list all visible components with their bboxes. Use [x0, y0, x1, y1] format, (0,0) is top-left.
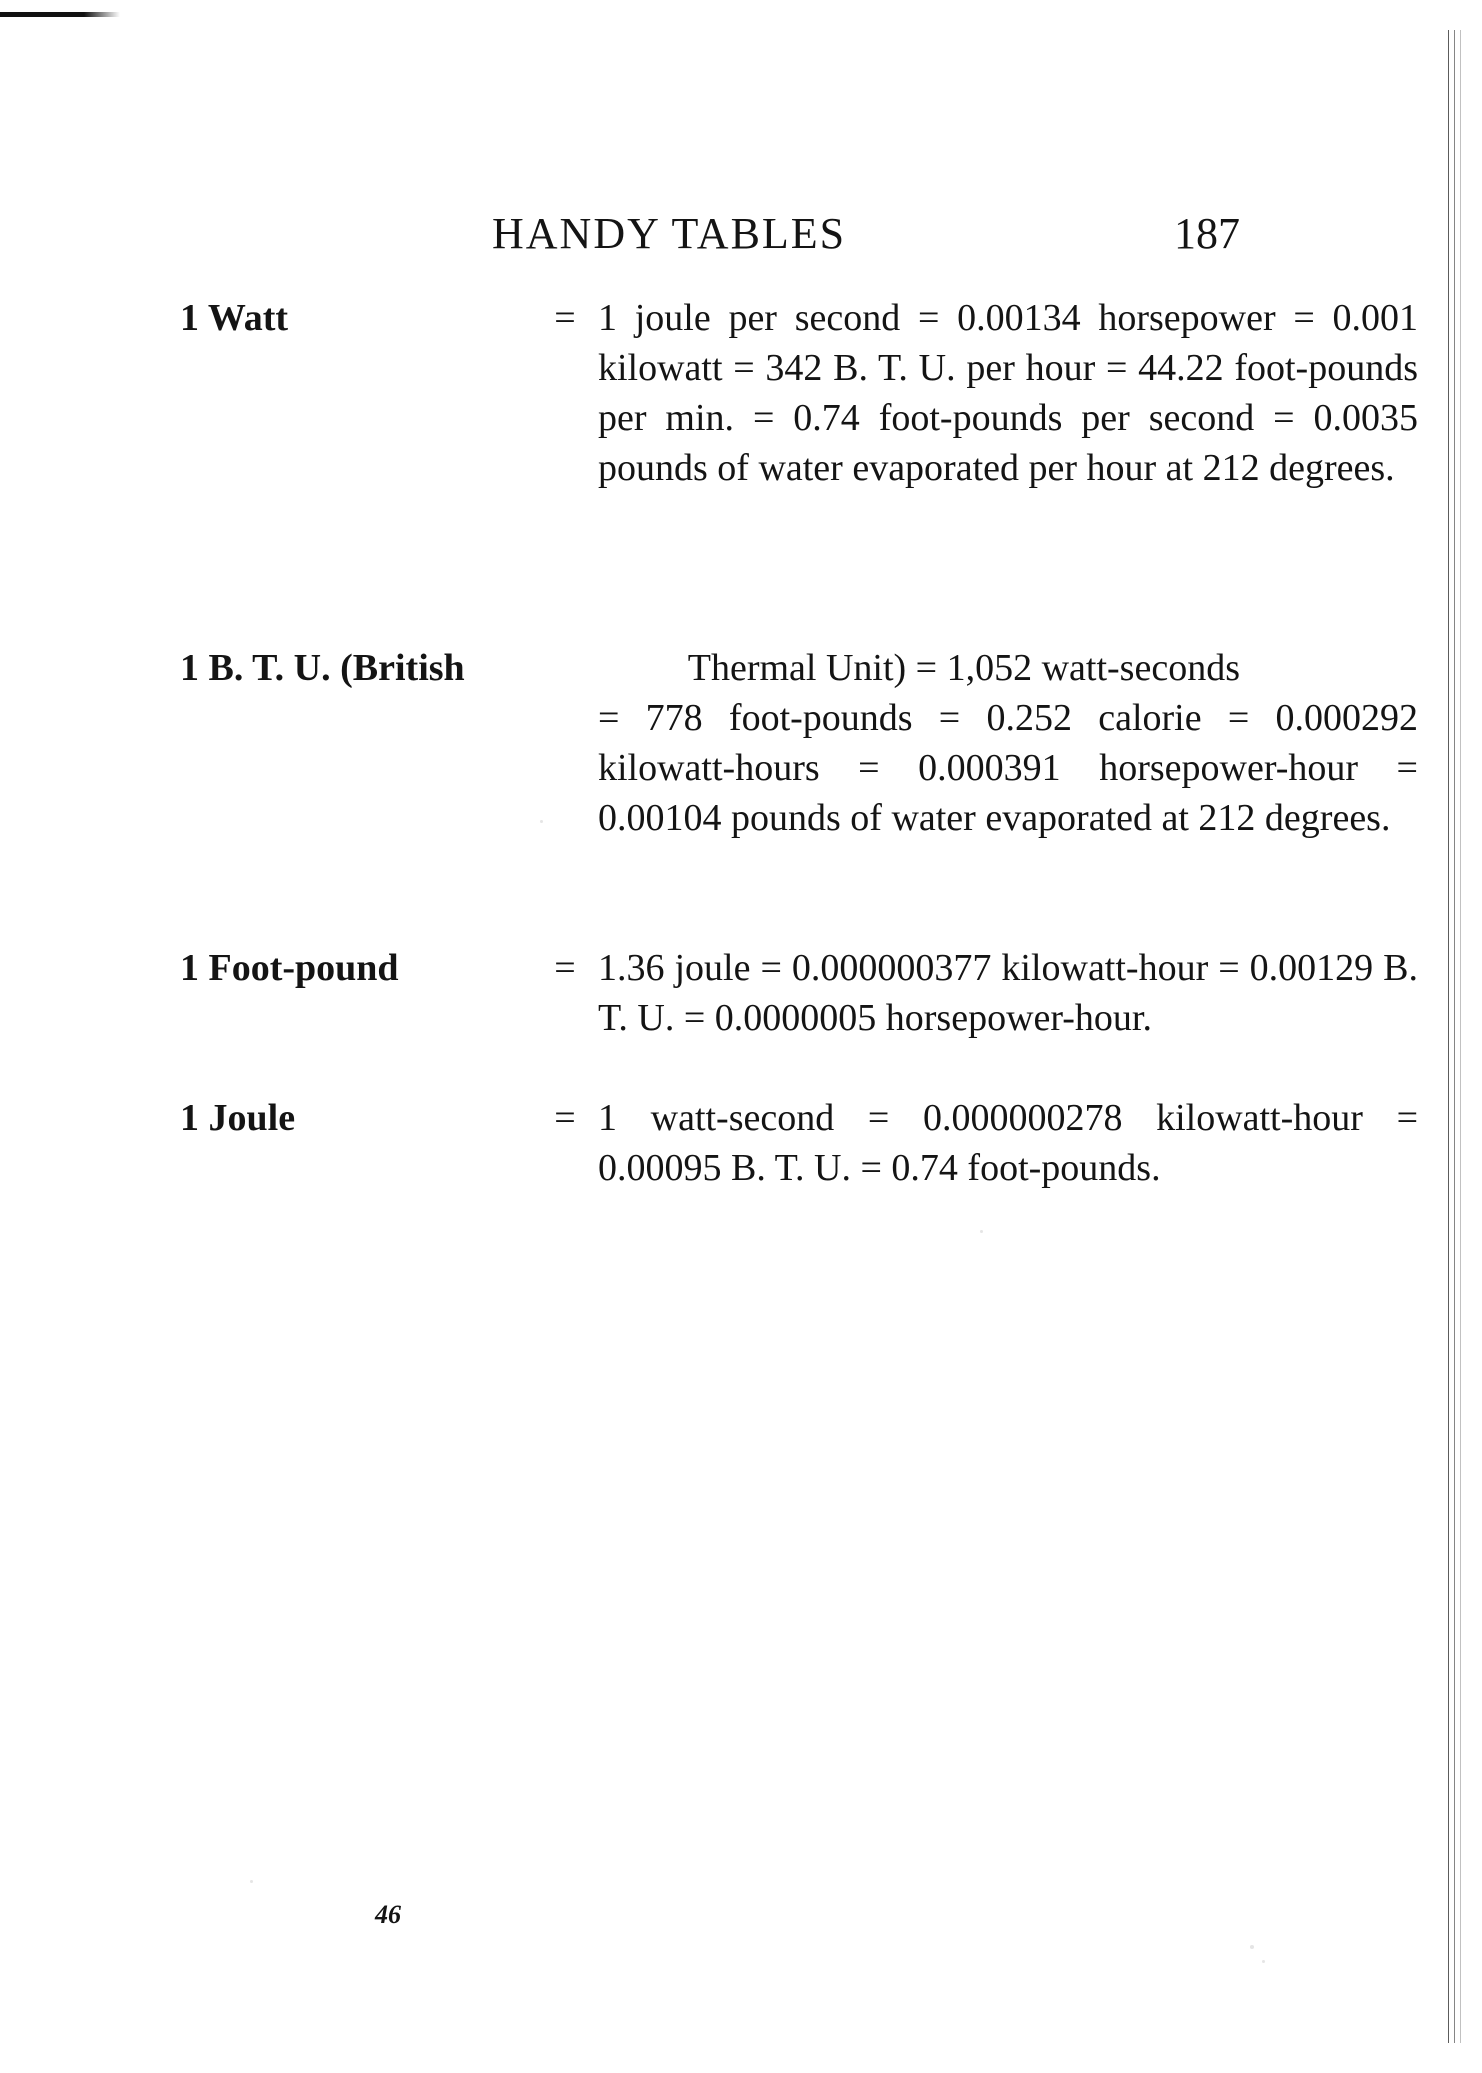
- equals-sign: =: [554, 1097, 576, 1139]
- page-edge-line: [1460, 30, 1461, 2043]
- entry-joule: [180, 1093, 1418, 1253]
- entry-watt: [180, 293, 1418, 653]
- entry-first-line-continuation: Thermal Unit) = 1,052 watt-seconds: [687, 647, 1240, 689]
- page-edge-line: [1454, 30, 1455, 2043]
- scan-speckle: [1262, 1960, 1265, 1963]
- entry-foot-pound: [180, 943, 1418, 1103]
- scan-speckle: [250, 1880, 253, 1883]
- entry-definition: 1 joule per second = 0.00134 horsepower = 0.001 kilowatt = 342 B. T. U. per hour = 44.22 foot-pounds per min. = 0.74 foot-pounds per second = 0.0035 pounds of water evaporated per hour at 212 degrees.: [598, 297, 1418, 489]
- entry-term: 1 Watt: [180, 297, 289, 339]
- signature-mark: 46: [375, 1900, 401, 1929]
- equals-sign: =: [554, 297, 576, 339]
- entry-term: 1 Foot-pound: [180, 947, 399, 989]
- scan-speckle: [980, 1230, 983, 1233]
- entry-definition: 1.36 joule = 0.000000377 kilowatt-hour = 0.00129 B. T. U. = 0.0000005 horsepower-hour.: [598, 947, 1418, 1039]
- page-edge-line: [1448, 30, 1449, 2043]
- entry-definition: = 778 foot-pounds = 0.252 calorie = 0.000292 kilowatt-hours = 0.000391 horsepower-hour = 0.00104 pounds of water evaporated at 212 degrees.: [598, 697, 1418, 839]
- equals-sign: =: [554, 947, 576, 989]
- scan-speckle: [1250, 1945, 1254, 1949]
- entry-first-line: [180, 643, 1240, 693]
- running-head: [480, 208, 1240, 268]
- entry-btu: [180, 643, 1418, 963]
- running-head-title: HANDY TABLES: [492, 209, 847, 258]
- scan-corner-mark: [0, 12, 120, 17]
- entry-term: 1 B. T. U. (British: [180, 647, 465, 689]
- page-number: 187: [1174, 209, 1240, 258]
- entry-term: 1 Joule: [180, 1097, 296, 1139]
- scan-speckle: [540, 820, 543, 823]
- entry-definition: 1 watt-second = 0.000000278 kilowatt-hour = 0.00095 B. T. U. = 0.74 foot-pounds.: [598, 1097, 1418, 1189]
